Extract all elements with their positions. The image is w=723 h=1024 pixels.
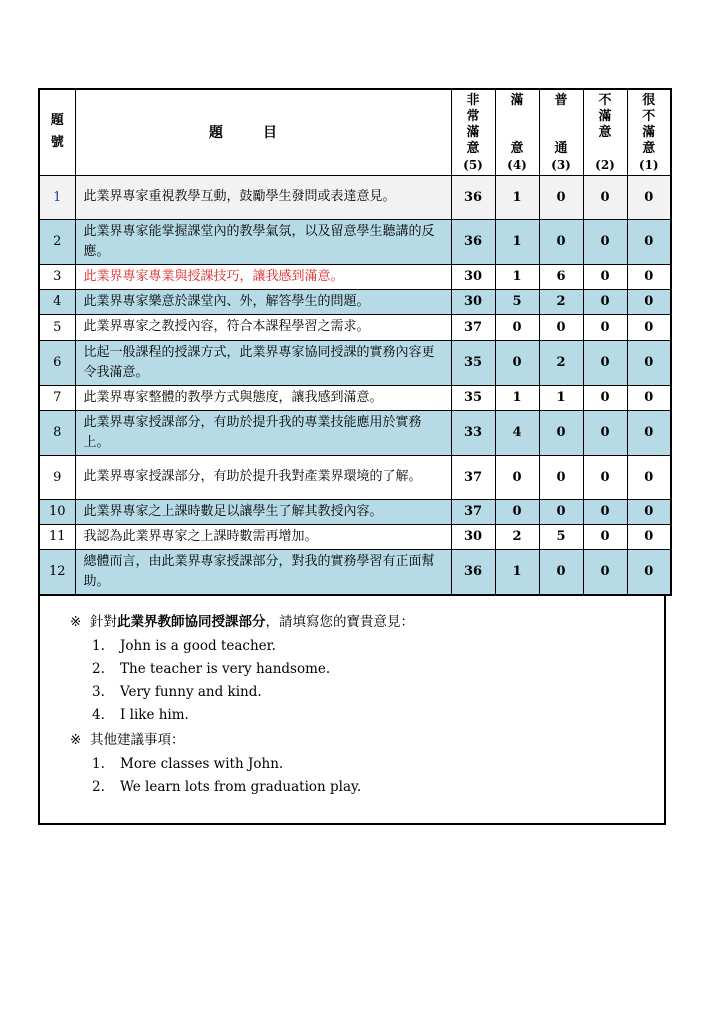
question-text: 此業界專家樂意於課堂內、外，解答學生的問題。 — [75, 289, 451, 314]
response-count: 35 — [451, 385, 495, 410]
response-count: 0 — [627, 219, 671, 264]
response-count: 0 — [539, 455, 583, 499]
response-count: 0 — [495, 340, 539, 385]
response-count: 1 — [495, 549, 539, 595]
response-count: 4 — [495, 410, 539, 455]
comments-heading-2: ※ 其他建議事項： — [70, 731, 185, 748]
reference-mark-icon: ※ — [70, 613, 82, 630]
table-row — [39, 524, 671, 549]
response-count: 0 — [583, 385, 627, 410]
question-text: 我認為此業界專家之上課時數需再增加。 — [75, 524, 451, 549]
question-number: 11 — [39, 524, 75, 549]
response-count: 1 — [495, 264, 539, 289]
list-item: 1. More classes with John. — [92, 755, 284, 772]
header-rating-2: 不 滿 意 (2) — [583, 89, 627, 175]
response-count: 5 — [495, 289, 539, 314]
question-text: 總體而言，由此業界專家授課部分，對我的實務學習有正面幫助。 — [75, 549, 451, 595]
list-item: 2. We learn lots from graduation play. — [92, 778, 362, 795]
table-row — [39, 499, 671, 524]
table-row — [39, 219, 671, 264]
response-count: 0 — [583, 499, 627, 524]
response-count: 2 — [539, 340, 583, 385]
question-number: 7 — [39, 385, 75, 410]
question-number: 5 — [39, 314, 75, 340]
question-text: 此業界專家授課部分，有助於提升我的專業技能應用於實務上。 — [75, 410, 451, 455]
response-count: 0 — [583, 410, 627, 455]
header-number: 題 號 — [39, 89, 75, 175]
response-count: 37 — [451, 314, 495, 340]
header-question: 題目 — [75, 89, 451, 175]
response-count: 0 — [539, 549, 583, 595]
question-text: 此業界專家重視教學互動，鼓勵學生發問或表達意見。 — [75, 175, 451, 219]
response-count: 36 — [451, 175, 495, 219]
question-text: 此業界專家之教授內容，符合本課程學習之需求。 — [75, 314, 451, 340]
question-number: 8 — [39, 410, 75, 455]
response-count: 0 — [583, 289, 627, 314]
question-text: 此業界專家授課部分，有助於提升我對產業界環境的了解。 — [75, 455, 451, 499]
response-count: 0 — [627, 175, 671, 219]
response-count: 0 — [627, 455, 671, 499]
response-count: 0 — [627, 549, 671, 595]
header-rating-1: 很 不 滿 意 (1) — [627, 89, 671, 175]
response-count: 0 — [539, 314, 583, 340]
list-item: 4. I like him. — [92, 706, 189, 723]
response-count: 0 — [583, 340, 627, 385]
question-number: 1 — [39, 175, 75, 219]
response-count: 0 — [539, 410, 583, 455]
response-count: 30 — [451, 524, 495, 549]
response-count: 0 — [627, 289, 671, 314]
response-count: 6 — [539, 264, 583, 289]
response-count: 35 — [451, 340, 495, 385]
response-count: 0 — [627, 340, 671, 385]
question-number: 3 — [39, 264, 75, 289]
response-count: 37 — [451, 499, 495, 524]
response-count: 0 — [495, 455, 539, 499]
question-number: 9 — [39, 455, 75, 499]
response-count: 0 — [583, 455, 627, 499]
comments-section — [38, 595, 666, 825]
table-row — [39, 340, 671, 385]
header-rating-3: 普 通 (3) — [539, 89, 583, 175]
response-count: 0 — [627, 264, 671, 289]
response-count: 0 — [539, 219, 583, 264]
table-row — [39, 264, 671, 289]
table-row — [39, 175, 671, 219]
table-row — [39, 410, 671, 455]
response-count: 0 — [583, 524, 627, 549]
response-count: 37 — [451, 455, 495, 499]
response-count: 1 — [495, 385, 539, 410]
question-number: 12 — [39, 549, 75, 595]
header-rating-5: 非 常 滿 意 (5) — [451, 89, 495, 175]
list-item: 2. The teacher is very handsome. — [92, 660, 331, 677]
response-count: 36 — [451, 549, 495, 595]
response-count: 0 — [583, 549, 627, 595]
response-count: 2 — [495, 524, 539, 549]
table-row — [39, 289, 671, 314]
response-count: 30 — [451, 264, 495, 289]
response-count: 0 — [495, 499, 539, 524]
question-number: 6 — [39, 340, 75, 385]
response-count: 5 — [539, 524, 583, 549]
response-count: 0 — [583, 219, 627, 264]
response-count: 0 — [627, 385, 671, 410]
response-count: 1 — [495, 219, 539, 264]
survey-table — [38, 88, 672, 596]
response-count: 33 — [451, 410, 495, 455]
response-count: 30 — [451, 289, 495, 314]
survey-sheet — [38, 88, 670, 825]
response-count: 0 — [627, 524, 671, 549]
question-text: 此業界專家整體的教學方式與態度，讓我感到滿意。 — [75, 385, 451, 410]
question-text: 此業界專家之上課時數足以讓學生了解其教授內容。 — [75, 499, 451, 524]
response-count: 0 — [495, 314, 539, 340]
list-item: 1. John is a good teacher. — [92, 637, 276, 654]
table-header — [39, 89, 671, 175]
response-count: 0 — [627, 314, 671, 340]
question-text: 比起一般課程的授課方式，此業界專家協同授課的實務內容更令我滿意。 — [75, 340, 451, 385]
question-number: 10 — [39, 499, 75, 524]
table-row — [39, 549, 671, 595]
response-count: 36 — [451, 219, 495, 264]
response-count: 2 — [539, 289, 583, 314]
response-count: 0 — [627, 499, 671, 524]
response-count: 0 — [627, 410, 671, 455]
response-count: 1 — [539, 385, 583, 410]
table-row — [39, 455, 671, 499]
response-count: 1 — [495, 175, 539, 219]
list-item: 3. Very funny and kind. — [92, 683, 262, 700]
table-row — [39, 385, 671, 410]
header-rating-4: 滿 意 (4) — [495, 89, 539, 175]
question-text: 此業界專家能掌握課堂內的教學氣氛，以及留意學生聽講的反應。 — [75, 219, 451, 264]
reference-mark-icon: ※ — [70, 731, 82, 748]
response-count: 0 — [539, 499, 583, 524]
response-count: 0 — [583, 175, 627, 219]
question-text: 此業界專家專業與授課技巧，讓我感到滿意。 — [75, 264, 451, 289]
question-number: 2 — [39, 219, 75, 264]
question-number: 4 — [39, 289, 75, 314]
response-count: 0 — [539, 175, 583, 219]
response-count: 0 — [583, 314, 627, 340]
table-row — [39, 314, 671, 340]
comments-heading-1: ※ 針對此業界教師協同授課部分，請填寫您的寶貴意見： — [70, 613, 414, 630]
response-count: 0 — [583, 264, 627, 289]
